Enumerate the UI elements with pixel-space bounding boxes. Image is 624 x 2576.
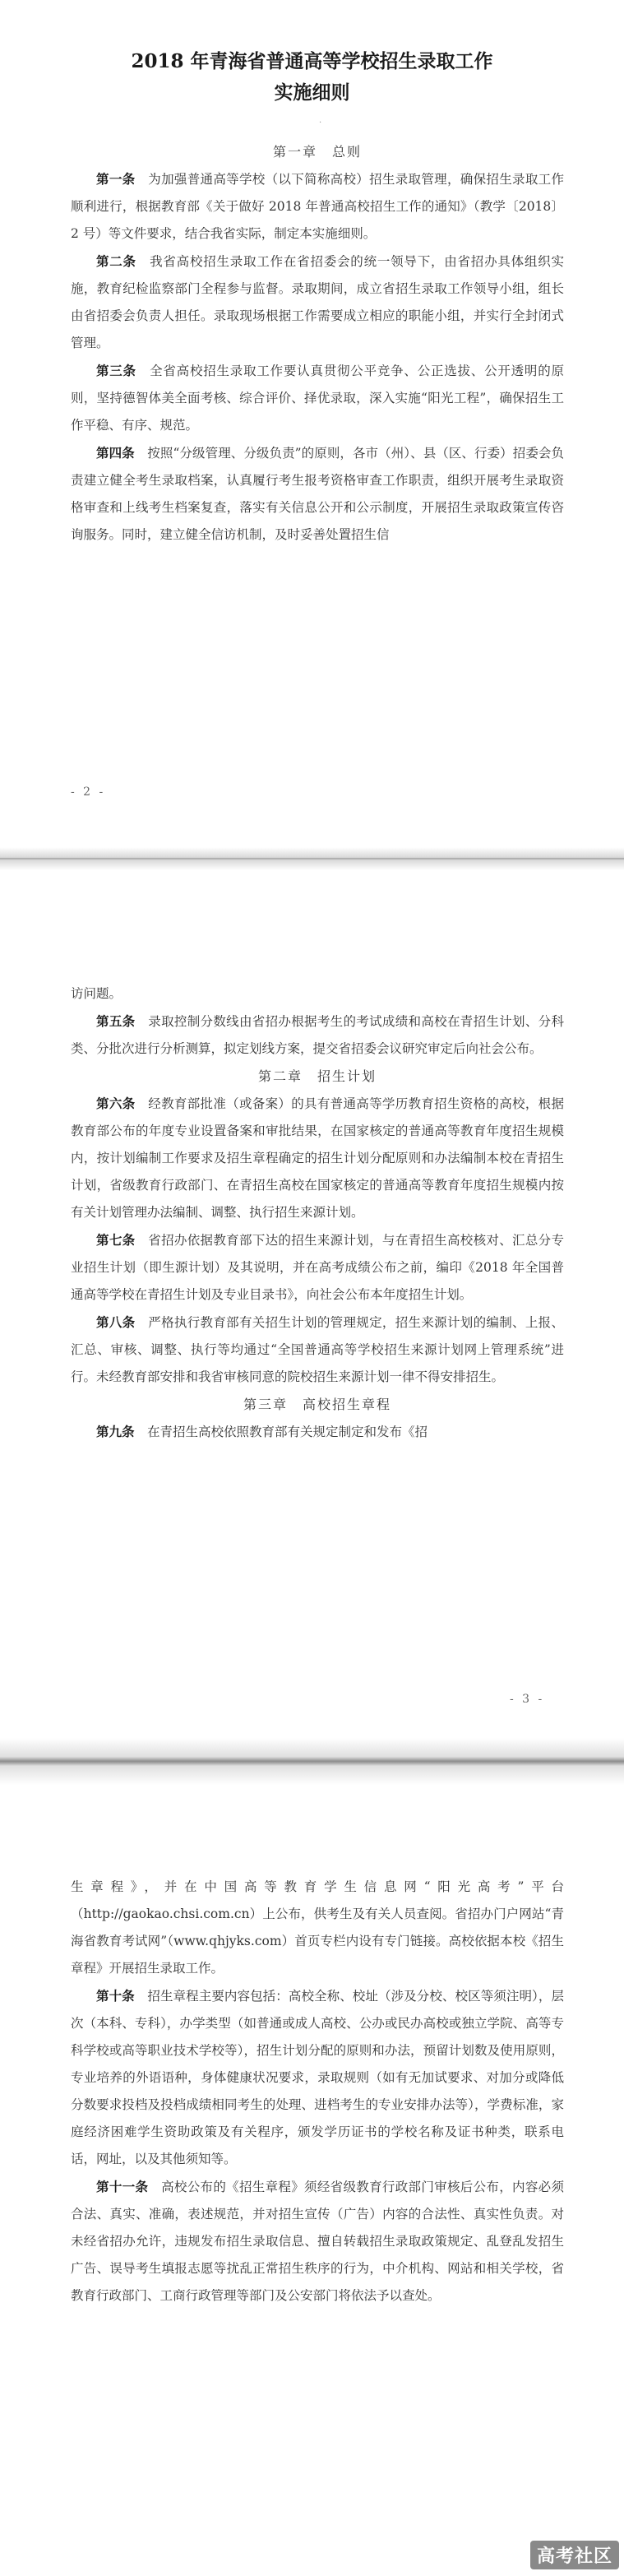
chapter-heading: 第二章 招生计划 xyxy=(257,1068,377,1084)
page-divider xyxy=(0,847,624,870)
page-divider xyxy=(0,1738,624,1785)
article-label: 第一条 xyxy=(96,171,136,187)
continued-text: 生章程》，并在中国高等教育学生信息网“阳光高考”平台（http://gaokao.chsi.com.cn）上公布，供考生及有关人员查阅。省招办门户网站“青海省教育考试网”（www.qhjyks.com）首页专栏内设有专门链接。高校依据本校《招生章程》开展招生录取工作。 xyxy=(71,1879,564,1976)
article-label: 第十条 xyxy=(96,1988,135,2004)
article-label: 第八条 xyxy=(96,1314,136,1330)
article-text: 为加强普通高等学校（以下简称高校）招生录取管理，确保招生录取工作顺利进行，根据教育部《关于做好 2018 年普通高校招生工作的通知》（教学〔2018〕2 号）等文件要求，结合我省实际，制定本实施细则。 xyxy=(71,172,564,241)
article-3 xyxy=(71,357,564,439)
article-label: 第十一条 xyxy=(96,2179,149,2194)
article-5 xyxy=(71,1008,564,1063)
document-page-3 xyxy=(0,870,624,1738)
article-label: 第七条 xyxy=(96,1232,136,1248)
page-4-body xyxy=(71,1874,564,2310)
site-watermark: 高考社区 xyxy=(530,2541,619,2569)
page-number: - 2 - xyxy=(71,785,106,799)
title-line-2: 实施细则 xyxy=(274,81,350,104)
article-10 xyxy=(71,1982,564,2173)
article-label: 第三条 xyxy=(96,363,136,378)
article-9 xyxy=(71,1418,564,1446)
page-2-body xyxy=(71,138,564,549)
article-4 xyxy=(71,439,564,549)
scan-mark: · xyxy=(319,118,322,127)
article-text: 按照“分级管理、分级负责”的原则，各市（州）、县（区、行委）招委会负责建立健全考生录取档案，认真履行考生报考资格审查工作职责，组织开展考生录取资格审查和上线考生档案复查，落实有关信息公开和公示制度，开展招生录取政策宣传咨询服务。同时，建立健全信访机制，及时妥善处置招生信 xyxy=(71,446,564,542)
document-page-2 xyxy=(0,0,624,847)
article-text: 录取控制分数线由省招办根据考生的考试成绩和高校在青招生计划、分科类、分批次进行分析测算，拟定划线方案，提交省招委会议研究审定后向社会公布。 xyxy=(71,1014,564,1056)
title-line-1: 2018 年青海省普通高等学校招生录取工作 xyxy=(131,50,493,72)
article-label: 第二条 xyxy=(96,253,136,269)
article-text: 省招办依据教育部下达的招生来源计划，与在青招生高校核对、汇总分专业招生计划（即生源计划）及其说明，并在高考成绩公布之前，编印《2018 年全国普通高等学校在青招生计划及专业目录书》，向社会公布本年度招生计划。 xyxy=(71,1233,564,1302)
article-text: 经教育部批准（或备案）的具有普通高等学历教育招生资格的高校，根据教育部公布的年度专业设置备案和审批结果，在国家核定的普通高等教育年度招生规模内，按计划编制工作要求及招生章程确定的招生计划分配原则和办法编制本校在青招生计划，省级教育行政部门、在青招生高校在国家核定的普通高等教育年度招生规模内按有关计划管理办法编制、调整、执行招生来源计划。 xyxy=(71,1096,564,1220)
article-label: 第四条 xyxy=(96,445,135,461)
article-1 xyxy=(71,165,564,248)
article-text: 招生章程主要内容包括：高校全称、校址（涉及分校、校区等须注明），层次（本科、专科），办学类型（如普通或成人高校、公办或民办高校或独立学院、高等专科学校或高等职业技术学校等），招生计划分配的原则和办法，预留计划数及使用原则，专业培养的外语语种，身体健康状况要求，录取规则（如有无加试要求、对加分或降低分数要求投档及投档成绩相同考生的处理、进档考生的专业安排办法等），学费标准，家庭经济困难学生资助政策及有关程序，颁发学历证书的学校名称及证书种类，联系电话，网址，以及其他须知等。 xyxy=(71,1989,564,2166)
page-3-body xyxy=(71,980,564,1446)
article-text: 高校公布的《招生章程》须经省级教育行政部门审核后公布，内容必须合法、真实、准确，表述规范，并对招生宣传（广告）内容的合法性、真实性负责。对未经省招办允许，违规发布招生录取信息、擅自转载招生录取政策规定、乱登乱发招生广告、误导考生填报志愿等扰乱正常招生秩序的行为，中介机构、网站和相关学校，省教育行政部门、工商行政管理等部门及公安部门将依法予以查处。 xyxy=(71,2180,564,2303)
article-6 xyxy=(71,1090,564,1226)
chapter-heading: 第一章 总则 xyxy=(272,144,362,160)
article-2 xyxy=(71,248,564,357)
chapter-heading: 第三章 高校招生章程 xyxy=(243,1397,391,1412)
page-number: - 3 - xyxy=(510,1693,545,1706)
article-11 xyxy=(71,2173,564,2310)
article-text: 在青招生高校依照教育部有关规定制定和发布《招 xyxy=(134,1425,428,1439)
article-label: 第九条 xyxy=(96,1424,135,1439)
article-label: 第六条 xyxy=(96,1096,136,1111)
continued-text: 访问题。 xyxy=(71,986,122,1001)
article-8 xyxy=(71,1309,564,1391)
article-text: 严格执行教育部有关招生计划的管理规定，招生来源计划的编制、上报、汇总、审核、调整、执行等均通过“全国普通高等学校招生来源计划网上管理系统”进行。未经教育部安排和我省审核同意的院校招生来源计划一律不得安排招生。 xyxy=(71,1315,564,1384)
article-label: 第五条 xyxy=(96,1013,136,1029)
article-text: 我省高校招生录取工作在省招委会的统一领导下，由省招办具体组织实施，教育纪检监察部门全程参与监督。录取期间，成立省招生录取工作领导小组，组长由省招委会负责人担任。录取现场根据工作需要成立相应的职能小组，并实行全封闭式管理。 xyxy=(71,254,564,350)
document-page-4 xyxy=(0,1785,624,2576)
article-7 xyxy=(71,1226,564,1309)
article-text: 全省高校招生录取工作要认真贯彻公平竞争、公正选拔、公开透明的原则，坚持德智体美全面考核、综合评价、择优录取，深入实施“阳光工程”，确保招生工作平稳、有序、规范。 xyxy=(71,364,564,433)
document-title xyxy=(0,46,624,109)
